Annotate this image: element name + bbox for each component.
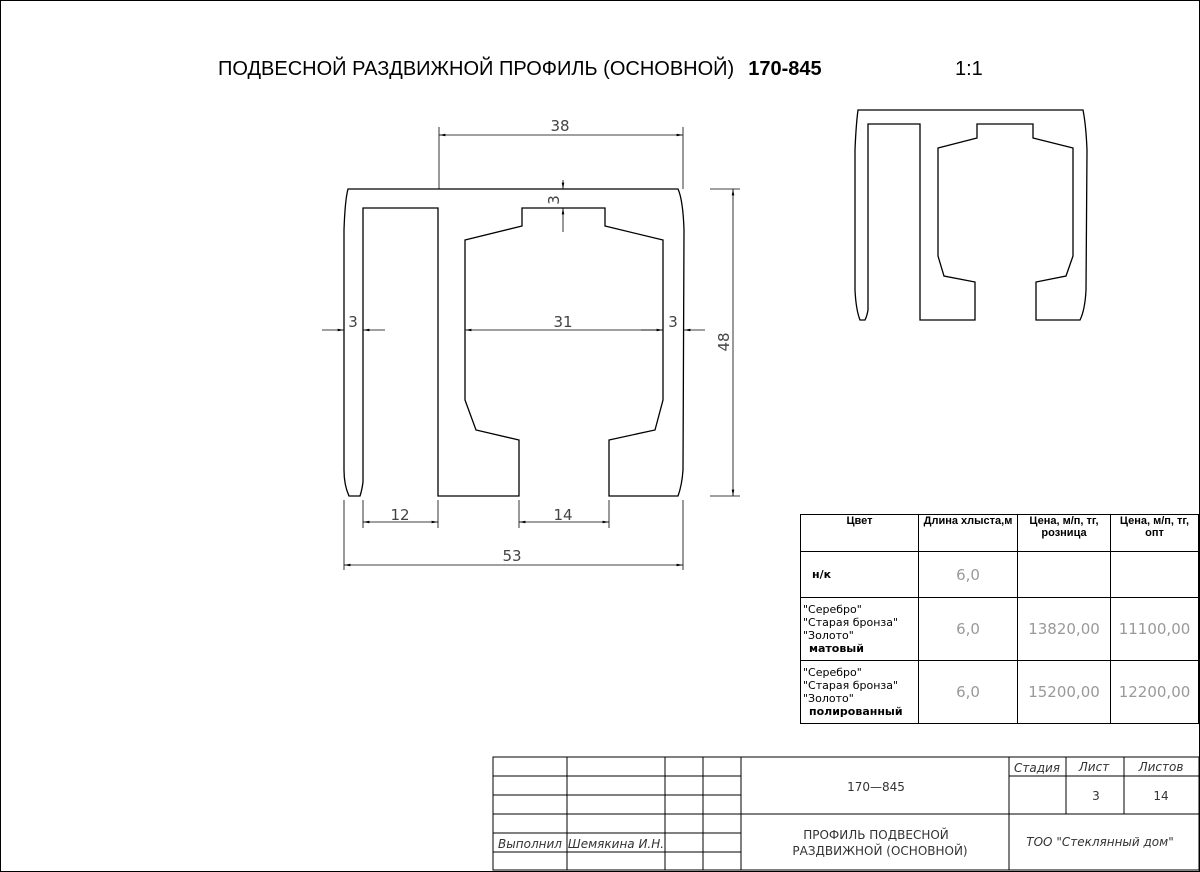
color-name: "Старая бронза" <box>803 679 899 692</box>
profile-small <box>855 110 1087 320</box>
title-code: 170-845 <box>748 58 822 80</box>
table-row <box>801 598 1199 661</box>
dim-53: 53 <box>502 547 522 565</box>
dim-3-top: 3 <box>545 195 563 205</box>
stamp-company: ТОО "Стеклянный дом" <box>1026 835 1174 849</box>
dim-12: 12 <box>390 506 410 524</box>
dim-38: 38 <box>550 117 570 135</box>
stamp-drawing-code: 170—845 <box>847 780 905 794</box>
row-finish: полированный <box>809 705 903 718</box>
profile-outline <box>344 189 684 496</box>
row-finish: н/к <box>812 568 832 581</box>
row-retail <box>1018 552 1111 598</box>
dim-31: 31 <box>553 313 573 331</box>
stamp-sheets-label: Листов <box>1138 760 1184 774</box>
table-row <box>801 661 1199 724</box>
stamp-name-line2: РАЗДВИЖНОЙ (ОСНОВНОЙ) <box>792 844 968 858</box>
profile-section <box>344 189 684 496</box>
price-table <box>800 514 1199 724</box>
header-length: Длина хлыста,м <box>919 515 1018 552</box>
dim-48: 48 <box>715 332 733 352</box>
row-finish: матовый <box>809 642 864 655</box>
header-retail: Цена, м/п, тг, розница <box>1018 515 1111 552</box>
header-wholesale: Цена, м/п, тг, опт <box>1111 515 1199 552</box>
price-table-header <box>801 515 1199 552</box>
row-length: 6,0 <box>919 661 1018 724</box>
stamp-sheets: 14 <box>1153 789 1169 803</box>
title-text: ПОДВЕСНОЙ РАЗДВИЖНОЙ ПРОФИЛЬ (ОСНОВНОЙ) <box>218 58 735 80</box>
stamp-performer: Шемякина И.Н. <box>567 837 665 851</box>
stamp-name-line1: ПРОФИЛЬ ПОДВЕСНОЙ <box>803 828 949 842</box>
row-length: 6,0 <box>919 552 1018 598</box>
color-name: "Старая бронза" <box>803 616 899 629</box>
color-name: "Золото" <box>803 629 854 642</box>
row-wholesale: 12200,00 <box>1111 661 1199 724</box>
stamp-performed-label: Выполнил <box>498 837 562 851</box>
title-block-text <box>498 760 1183 858</box>
scale-label: 1:1 <box>955 58 983 80</box>
table-row <box>801 552 1199 598</box>
row-length: 6,0 <box>919 598 1018 661</box>
stamp-sheet-label: Лист <box>1078 760 1110 774</box>
row-color <box>801 552 919 598</box>
row-color <box>801 661 919 724</box>
dimension-lines <box>322 127 740 570</box>
header-color: Цвет <box>801 515 919 552</box>
dimension-labels <box>348 117 733 565</box>
stamp-stage-label: Стадия <box>1013 761 1061 775</box>
dim-14: 14 <box>553 506 573 524</box>
row-retail: 13820,00 <box>1018 598 1111 661</box>
dim-3-right: 3 <box>668 313 678 331</box>
row-wholesale: 11100,00 <box>1111 598 1199 661</box>
row-color <box>801 598 919 661</box>
color-name: "Серебро" <box>803 603 862 616</box>
dim-3-left: 3 <box>348 313 358 331</box>
color-name: "Золото" <box>803 692 854 705</box>
row-retail: 15200,00 <box>1018 661 1111 724</box>
stamp-sheet: 3 <box>1092 789 1100 803</box>
row-wholesale <box>1111 552 1199 598</box>
profile-small-outline <box>855 110 1087 320</box>
color-name: "Серебро" <box>803 666 862 679</box>
